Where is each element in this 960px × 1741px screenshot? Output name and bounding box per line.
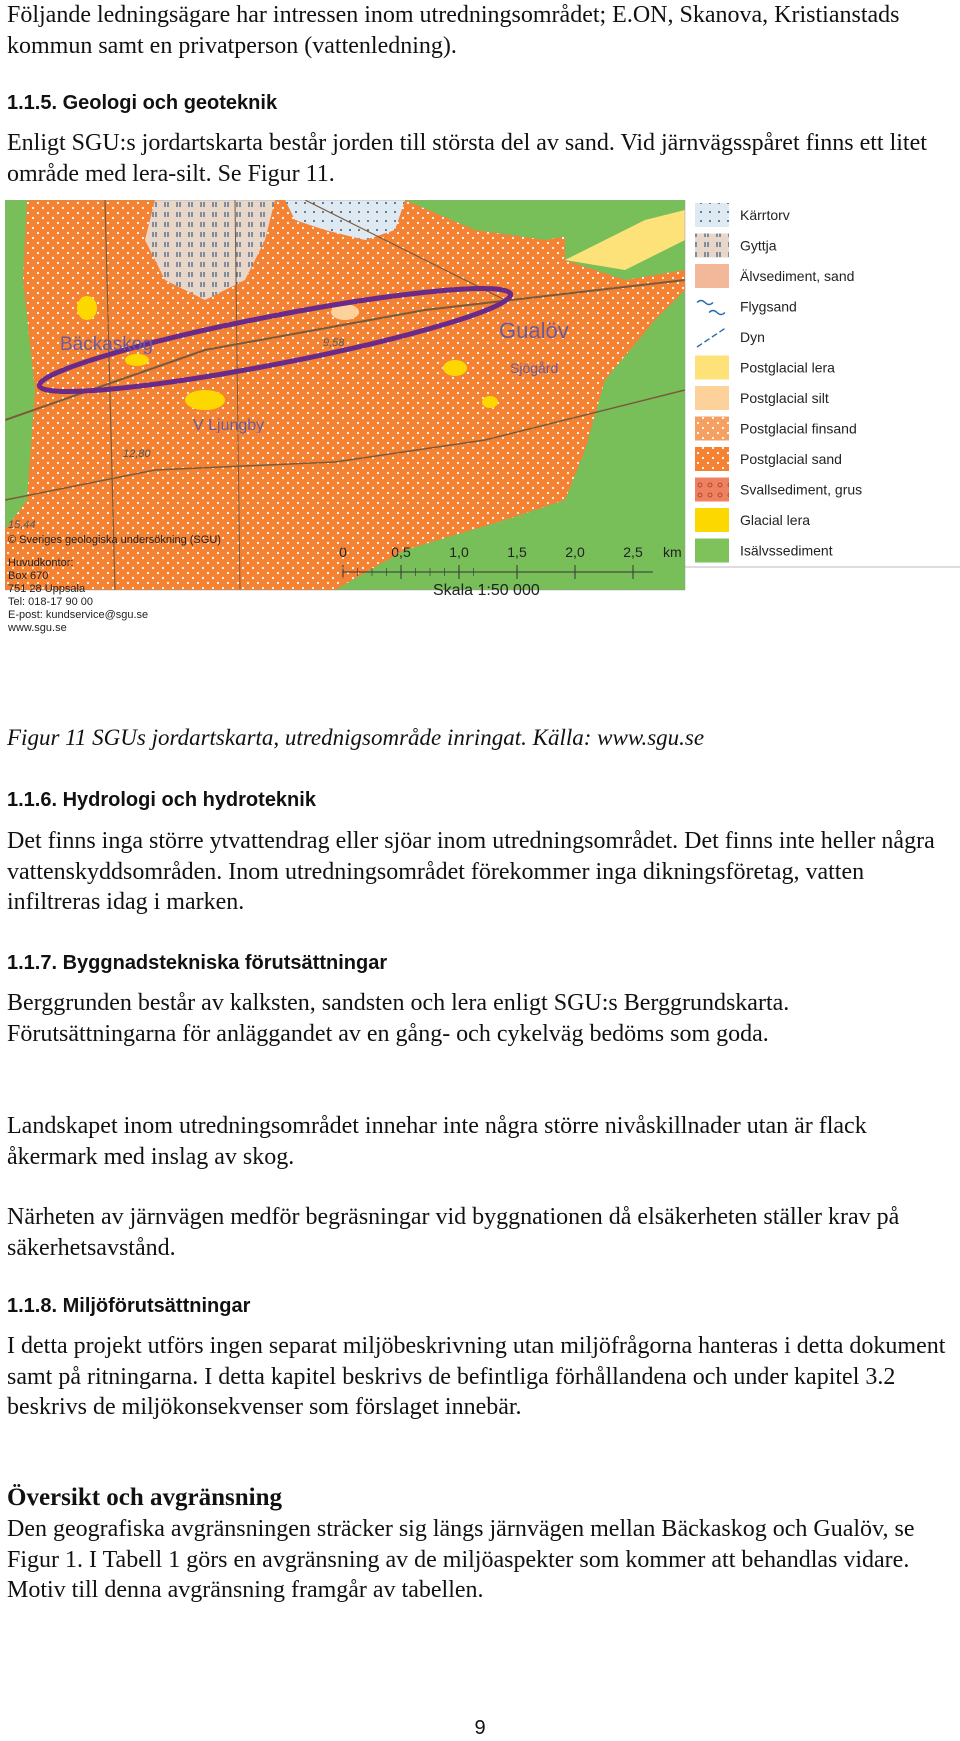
legend-swatch (695, 295, 729, 319)
legend-item (695, 356, 835, 380)
legend-item (695, 264, 854, 288)
scale-tick-label: 0,5 (391, 544, 411, 560)
legend-item (695, 478, 862, 502)
legend-swatch (695, 356, 729, 380)
legend-item (695, 447, 842, 471)
legend-item (695, 325, 765, 349)
credit-line: Box 670 (8, 570, 49, 582)
legend-label: Älvsediment, sand (740, 268, 855, 284)
legend-item (695, 386, 829, 410)
legend-item (695, 508, 810, 532)
byggnad-paragraph-2: Landskapet inom utredningsområdet innehar inte några större nivåskillnader utan är flack åkermark med inslag av skog. (7, 1113, 867, 1170)
elevation-label: 9,58 (323, 337, 345, 349)
legend-label: Postglacial lera (740, 359, 835, 376)
scale-unit: km (663, 544, 682, 560)
elevation-label: 12,80 (123, 448, 151, 460)
legend-swatch (695, 386, 729, 410)
legend-label: Postglacial sand (740, 451, 842, 467)
miljo-paragraph: I detta projekt utförs ingen separat miljöbeskrivning utan miljöfrågorna hanteras i detta dokument samt på ritningarna. I detta kapitel beskrivs de befintliga förhållandena och under kapitel 3.2 beskrivs de miljökonsekvenser som förslaget innebär. (7, 1333, 946, 1420)
legend-label: Flygsand (740, 298, 797, 315)
legend-swatch (695, 508, 729, 532)
place-label-vljungby: V Ljungby (193, 417, 265, 434)
legend-label: Kärrtorv (740, 207, 790, 223)
scale-tick-label: 2,5 (623, 544, 643, 560)
legend-label: Postglacial silt (740, 390, 829, 406)
soil-map-figure (5, 200, 960, 710)
legend-label: Isälvssediment (740, 542, 833, 559)
heading-oversikt: Översikt och avgränsning (7, 1484, 283, 1511)
legend-label: Dyn (740, 329, 765, 345)
scale-tick-label: 0 (339, 544, 347, 560)
heading-geologi: 1.1.5. Geologi och geoteknik (7, 92, 278, 114)
map-legend (685, 203, 960, 567)
scale-tick-label: 1,5 (507, 544, 527, 560)
legend-item (695, 417, 857, 441)
legend-swatch (695, 264, 729, 288)
place-label-sjogard: Sjögård (510, 360, 559, 376)
credit-copyright: © Sveriges geologiska undersökning (SGU) (8, 534, 221, 546)
hydrologi-paragraph: Det finns inga större ytvattendrag eller sjöar inom utredningsområdet. Det finns inte heller några vattenskyddsområden. Inom utredningsområdet förekommer inga dikningsföretag, vatten infiltreras idag i marken. (7, 828, 935, 915)
intro-paragraph: Följande ledningsägare har intressen inom utredningsområdet; E.ON, Skanova, Kristianstads kommun samt en privatperson (vattenledning). (7, 2, 900, 59)
legend-label: Gyttja (740, 237, 777, 254)
oversikt-paragraph: Den geografiska avgränsningen sträcker sig längs järnvägen mellan Bäckaskog och Gualöv, se Figur 1. I Tabell 1 görs en avgränsning av de miljöaspekter som kommer att behandlas vidare. Motiv till denna avgränsning framgår av tabellen. (7, 1516, 915, 1603)
legend-item (695, 539, 833, 563)
legend-swatch (695, 539, 729, 563)
legend-label: Svallsediment, grus (740, 481, 863, 498)
credit-line: Huvudkontor: (8, 557, 74, 569)
byggnad-paragraph-1: Berggrunden består av kalksten, sandsten och lera enligt SGU:s Berggrundskarta. Förutsättningarna för anläggandet av en gång- och cykelväg bedöms som goda. (7, 990, 790, 1047)
legend-label: Glacial lera (740, 512, 811, 528)
legend-label: Postglacial finsand (740, 420, 857, 437)
place-label-backaskog: Bäckaskog (60, 334, 153, 355)
scale-label: Skala 1:50 000 (433, 582, 540, 599)
figure-caption: Figur 11 SGUs jordartskarta, utrednigsområde inringat. Källa: www.sgu.se (7, 725, 705, 750)
legend-item (695, 295, 797, 319)
heading-byggnadstekniska: 1.1.7. Byggnadstekniska förutsättningar (7, 952, 388, 974)
legend-item (695, 234, 777, 258)
scale-tick-label: 2,0 (565, 544, 585, 560)
map-area (5, 200, 685, 590)
scale-bar (339, 544, 682, 599)
place-label-gualov: Gualöv (499, 318, 569, 343)
heading-miljo: 1.1.8. Miljöförutsättningar (7, 1295, 251, 1317)
heading-hydrologi: 1.1.6. Hydrologi och hydroteknik (7, 789, 316, 811)
credit-line: 751 28 Uppsala (8, 583, 86, 595)
page-number: 9 (474, 1717, 486, 1739)
credit-line: www.sgu.se (8, 622, 67, 634)
legend-item (695, 203, 790, 227)
byggnad-paragraph-3: Närheten av järnvägen medför begräsningar vid byggnationen då elsäkerheten ställer krav på säkerhetsavstånd. (7, 1204, 900, 1261)
geologi-paragraph: Enligt SGU:s jordartskarta består jorden till största del av sand. Vid järnvägsspåret finns ett litet område med lera-silt. Se Figur 11. (7, 130, 927, 187)
scale-tick-label: 1,0 (449, 544, 469, 560)
elevation-label: 15,44 (8, 519, 36, 531)
credit-line: Tel: 018-17 90 00 (8, 596, 94, 608)
credit-line: E-post: kundservice@sgu.se (8, 609, 149, 621)
